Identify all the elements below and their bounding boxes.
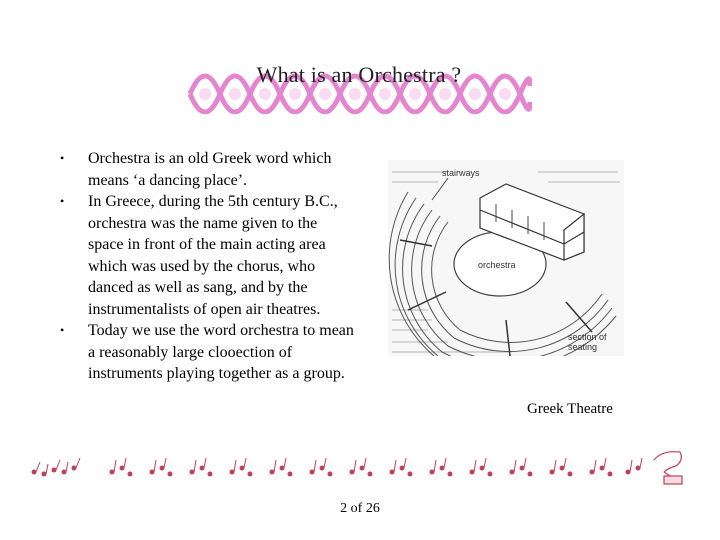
- section-label-line2: seating: [568, 342, 598, 352]
- list-item: [56, 320, 356, 385]
- bullet-text: Orchestra is an old Greek word which means ‘a dancing place’.: [88, 150, 332, 189]
- section-label-line1: section of: [568, 332, 607, 342]
- stairways-label: stairways: [442, 168, 480, 178]
- bullet-icon: •: [60, 151, 65, 165]
- figure-caption: Greek Theatre: [527, 401, 613, 417]
- music-notes-decoration: [30, 448, 690, 488]
- bullet-text: Today we use the word orchestra to mean a reasonably large clooection of instruments playing together as a group.: [88, 322, 354, 382]
- bullet-list: [56, 148, 356, 385]
- greek-theatre-image: [388, 160, 624, 356]
- gramophone-icon: [654, 452, 682, 484]
- orchestra-label: orchestra: [478, 260, 516, 270]
- list-item: [56, 191, 356, 320]
- bullet-icon: •: [60, 194, 65, 208]
- music-notes-icon: [30, 448, 690, 488]
- title-banner: [186, 58, 532, 114]
- bullet-text: In Greece, during the 5th century B.C., orchestra was the name given to the space in front of the main acting area which was used by the chorus, who danced as well as sang, and by the instrumentalists of open air theatres.: [88, 193, 338, 318]
- slide-title: What is an Orchestra ?: [256, 62, 462, 87]
- list-item: [56, 148, 356, 191]
- page-number: 2 of 26: [340, 501, 380, 516]
- bullet-icon: •: [60, 323, 65, 337]
- theatre-diagram: [388, 160, 624, 356]
